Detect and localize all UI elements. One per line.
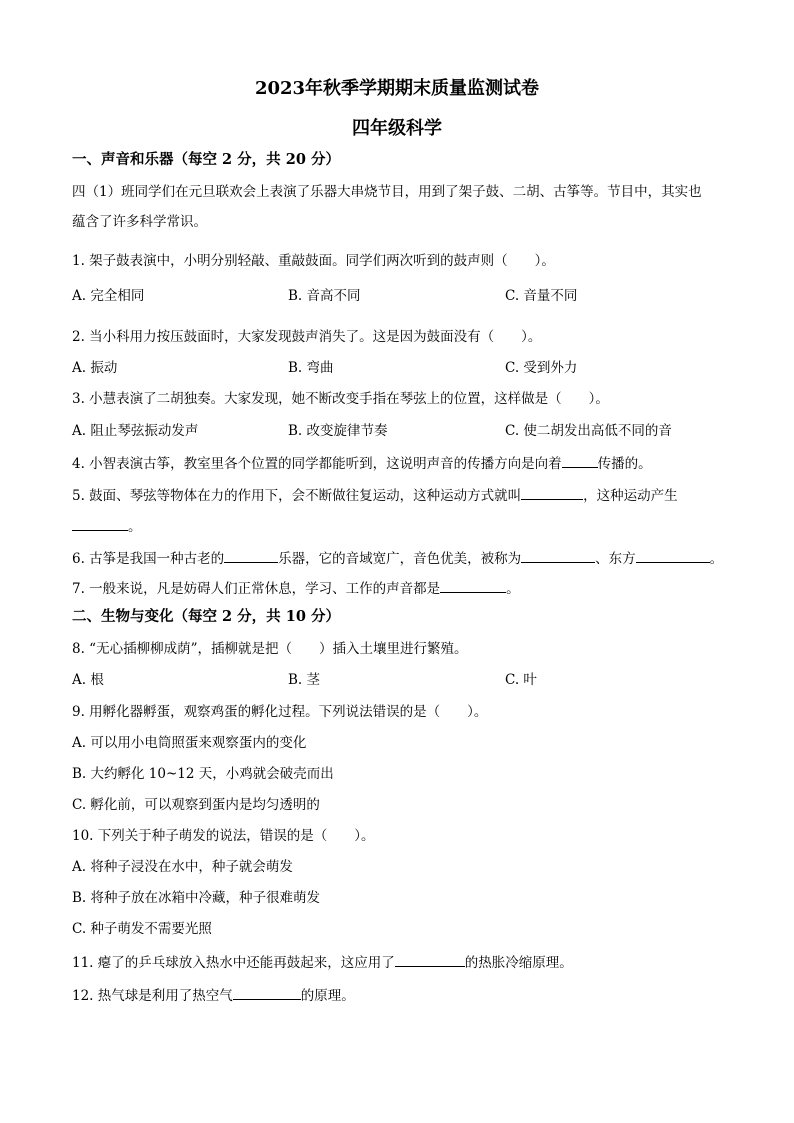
section-1-intro-line2: 蕴含了许多科学常识。 (72, 214, 207, 230)
question-3-stem: 3. 小慧表演了二胡独奏。大家发现，她不断改变手指在琴弦上的位置，这样做是（ ）。 (72, 391, 609, 407)
question-3-option-b: B. 改变旋律节奏 (288, 423, 388, 439)
answer-blank[interactable] (72, 516, 128, 531)
question-3-option-c: C. 使二胡发出高低不同的音 (505, 423, 672, 439)
question-6-text-mid1: 乐器，它的音域宽广，音色优美，被称为 (278, 551, 522, 567)
question-12-text-end: 的原理。 (300, 988, 355, 1004)
question-10-option-b: B. 将种子放在冰箱中冷藏，种子很难萌发 (72, 890, 321, 906)
question-10-option-a: A. 将种子浸没在水中，种子就会萌发 (72, 859, 293, 875)
answer-blank[interactable] (636, 548, 710, 563)
question-6-text-mid2: 、东方 (595, 551, 636, 567)
exam-subtitle: 四年级科学 (352, 118, 442, 139)
question-10-option-c: C. 种子萌发不需要光照 (72, 921, 212, 937)
question-4-text-end: 传播的。 (597, 456, 652, 472)
answer-blank[interactable] (395, 952, 465, 967)
question-8-option-b: B. 茎 (288, 672, 321, 688)
question-2-option-a: A. 振动 (72, 360, 118, 376)
question-11-text-end: 的热胀冷缩原理。 (464, 955, 573, 971)
question-6-text: 6. 古筝是我国一种古老的 (72, 551, 225, 567)
question-4-text: 4. 小智表演古筝，教室里各个位置的同学都能听到，这说明声音的传播方向是向着 (72, 456, 562, 472)
question-9-option-a: A. 可以用小电筒照蛋来观察蛋内的变化 (72, 735, 307, 751)
section-1-heading: 一、声音和乐器（每空 2 分，共 20 分） (72, 151, 340, 168)
question-1-option-c: C. 音量不同 (505, 288, 578, 304)
question-2-stem: 2. 当小科用力按压鼓面时，大家发现鼓声消失了。这是因为鼓面没有（ ）。 (72, 329, 542, 345)
question-5-text: 5. 鼓面、琴弦等物体在力的作用下，会不断做往复运动，这种运动方式就叫 (72, 488, 522, 504)
question-9-option-c: C. 孵化前，可以观察到蛋内是均匀透明的 (72, 797, 320, 813)
question-5-text-mid: ，这种运动产生 (583, 488, 678, 504)
answer-blank[interactable] (224, 548, 278, 563)
question-9-stem: 9. 用孵化器孵蛋，观察鸡蛋的孵化过程。下列说法错误的是（ ）。 (72, 704, 488, 720)
question-4 (72, 453, 652, 473)
question-1-option-a: A. 完全相同 (72, 288, 145, 304)
question-12-text: 12. 热气球是利用了热空气 (72, 988, 233, 1004)
question-3-option-a: A. 阻止琴弦振动发声 (72, 423, 199, 439)
question-9-option-b: B. 大约孵化 10~12 天，小鸡就会破壳而出 (72, 766, 334, 782)
question-1-option-b: B. 音高不同 (288, 288, 361, 304)
question-5 (72, 485, 678, 505)
question-2-option-c: C. 受到外力 (505, 360, 578, 376)
question-7-text: 7. 一般来说，凡是妨碍人们正常休息，学习、工作的声音都是 (72, 581, 441, 597)
question-12 (72, 985, 355, 1005)
answer-blank[interactable] (521, 548, 595, 563)
section-2-heading: 二、生物与变化（每空 2 分，共 10 分） (72, 608, 340, 625)
question-8-option-a: A. 根 (72, 672, 104, 688)
question-5-text-end: 。 (128, 519, 142, 535)
answer-blank[interactable] (440, 578, 506, 593)
question-11-text: 11. 瘪了的乒乓球放入热水中还能再鼓起来，这应用了 (72, 955, 395, 971)
answer-blank[interactable] (562, 453, 598, 468)
question-2-option-b: B. 弯曲 (288, 360, 334, 376)
question-5-continued (72, 516, 142, 536)
question-6 (72, 548, 723, 568)
question-8-stem: 8. “无心插柳柳成荫”，插柳就是把（ ）插入土壤里进行繁殖。 (72, 641, 468, 657)
section-1-intro-line1: 四（1）班同学们在元旦联欢会上表演了乐器大串烧节目，用到了架子鼓、二胡、古筝等。节目中，其实也 (72, 184, 702, 200)
exam-title: 2023年秋季学期期末质量监测试卷 (254, 78, 540, 99)
question-7 (72, 578, 520, 598)
question-8-option-c: C. 叶 (505, 672, 537, 688)
question-11 (72, 952, 573, 972)
question-7-text-end: 。 (506, 581, 520, 597)
answer-blank[interactable] (521, 485, 583, 500)
answer-blank[interactable] (233, 985, 301, 1000)
question-1-stem: 1. 架子鼓表演中，小明分别轻敲、重敲鼓面。同学们两次听到的鼓声则（ ）。 (72, 253, 555, 269)
question-10-stem: 10. 下列关于种子萌发的说法，错误的是（ ）。 (72, 828, 375, 844)
question-6-text-end: 。 (709, 551, 724, 567)
